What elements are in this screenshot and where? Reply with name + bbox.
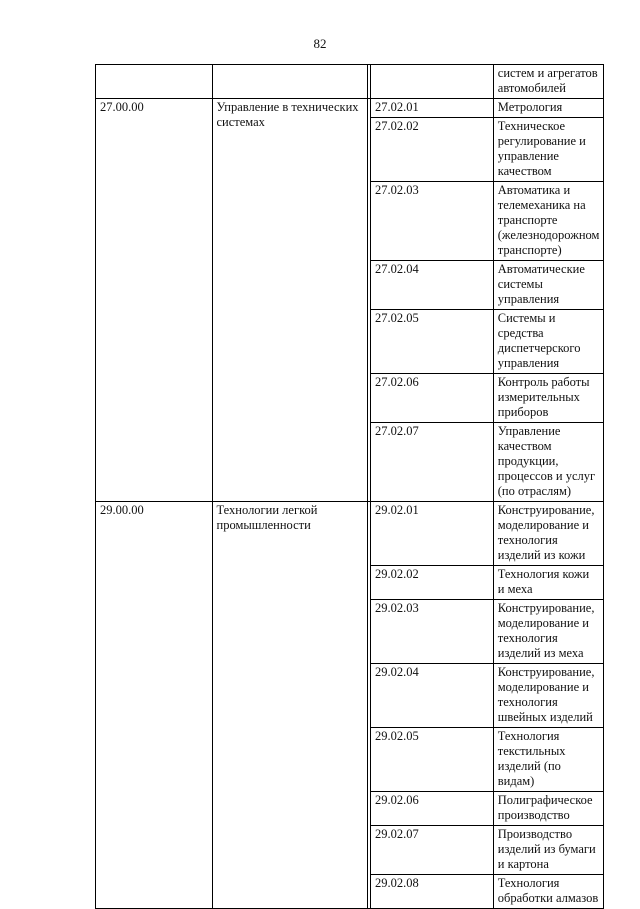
item-code-cell: [370, 65, 493, 99]
group-name-cell: [212, 65, 367, 99]
group-code-cell: 27.00.00: [96, 99, 213, 502]
item-code-cell: 29.02.01: [370, 502, 493, 566]
table-row: [96, 65, 604, 99]
item-name-cell: Технология обработки алмазов: [493, 875, 603, 909]
item-name-cell: Системы и средства диспетчерского управления: [493, 310, 603, 374]
group-code-cell: 29.00.00: [96, 502, 213, 909]
item-name-cell: Автоматика и телемеханика на транспорте (железнодорожном транспорте): [493, 182, 603, 261]
group-code-cell: [96, 65, 213, 99]
item-name-cell: Производство изделий из бумаги и картона: [493, 826, 603, 875]
item-code-cell: 29.02.06: [370, 792, 493, 826]
page-number: 82: [313, 36, 327, 51]
table-row: [96, 502, 604, 566]
item-code-cell: 27.02.01: [370, 99, 493, 118]
item-name-cell: Метрология: [493, 99, 603, 118]
item-name-cell: Конструирование, моделирование и технология швейных изделий: [493, 664, 603, 728]
item-code-cell: 27.02.03: [370, 182, 493, 261]
group-name-cell: Технологии легкой промышленности: [212, 502, 367, 909]
item-code-cell: 29.02.07: [370, 826, 493, 875]
item-code-cell: 29.02.08: [370, 875, 493, 909]
item-code-cell: 29.02.04: [370, 664, 493, 728]
item-name-cell: Конструирование, моделирование и технология изделий из меха: [493, 600, 603, 664]
group-name-cell: Управление в технических системах: [212, 99, 367, 502]
item-code-cell: 27.02.07: [370, 423, 493, 502]
item-code-cell: 27.02.06: [370, 374, 493, 423]
item-code-cell: 29.02.02: [370, 566, 493, 600]
item-name-cell: Контроль работы измерительных приборов: [493, 374, 603, 423]
item-code-cell: 27.02.05: [370, 310, 493, 374]
item-name-cell: Технология кожи и меха: [493, 566, 603, 600]
item-name-cell: Полиграфическое производство: [493, 792, 603, 826]
item-name-cell: Автоматические системы управления: [493, 261, 603, 310]
item-name-cell: Техническое регулирование и управление качеством: [493, 118, 603, 182]
specialties-table: [95, 64, 604, 909]
item-code-cell: 29.02.03: [370, 600, 493, 664]
item-name-cell: Конструирование, моделирование и технология изделий из кожи: [493, 502, 603, 566]
item-code-cell: 27.02.02: [370, 118, 493, 182]
table-row: [96, 99, 604, 118]
table-body: [96, 65, 604, 909]
item-name-cell: Управление качеством продукции, процессов и услуг (по отраслям): [493, 423, 603, 502]
item-name-cell: Технология текстильных изделий (по видам): [493, 728, 603, 792]
item-code-cell: 27.02.04: [370, 261, 493, 310]
item-name-cell: систем и агрегатов автомобилей: [493, 65, 603, 99]
item-code-cell: 29.02.05: [370, 728, 493, 792]
